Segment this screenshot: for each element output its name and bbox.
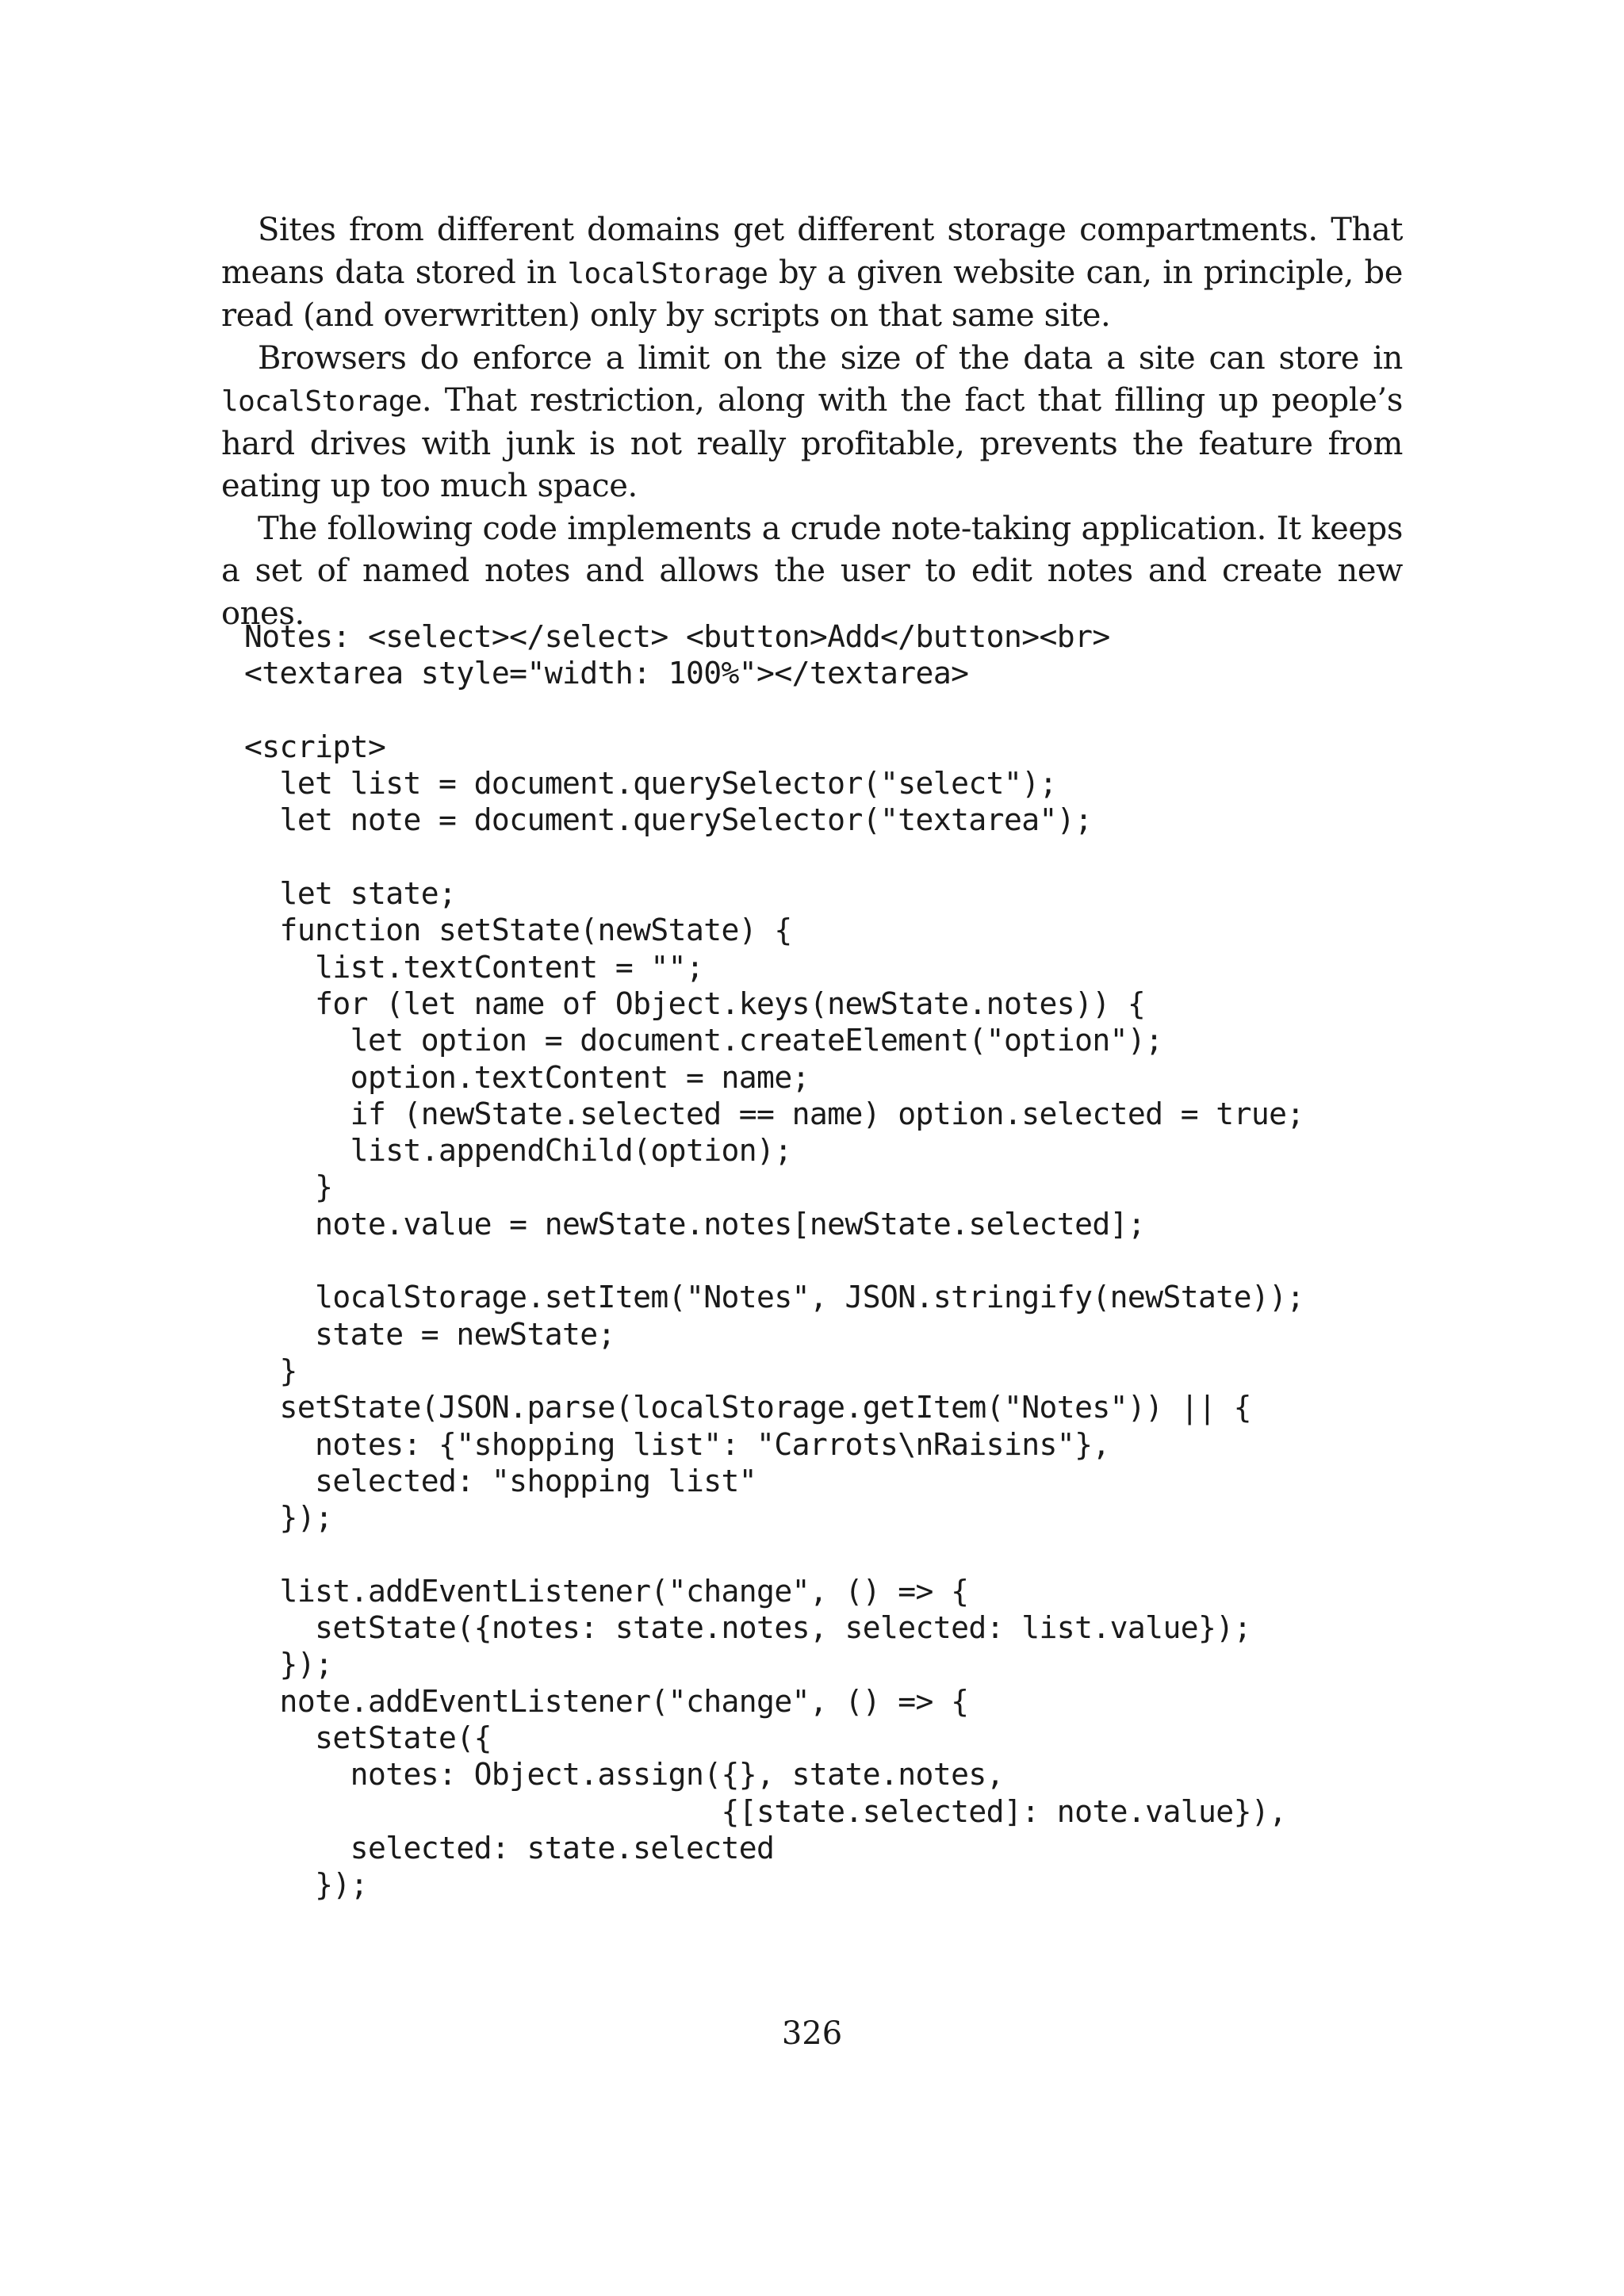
paragraph-storage-limit: Browsers do enforce a limit on the size of the data a site can store in localStorage. That restriction, along with the fact that filling up people’s hard drives with junk is not really profitable, prevents the feature from eating up too much space. (221, 339, 1403, 504)
body-text (221, 209, 1403, 635)
paragraph-note-app-intro: The following code implements a crude note-taking application. It keeps a set of named notes and allows the user to edit notes and create new ones. (221, 510, 1403, 632)
inline-code: localStorage (567, 257, 768, 290)
paragraph-storage-compartments: Sites from different domains get different storage compartments. That means data stored in localStorage by a given website can, in principle, be read (and overwritten) only by scripts on that same site. (221, 212, 1404, 334)
code-listing: Notes: <select></select> <button>Add</button><br> <textarea style="width: 100%"></textarea> <script> let list = document.querySelector("select"); let note = document.querySelector("textarea"); let state; function setState(newState) { list.textContent = ""; for (let name of Object.keys(newState.notes)) { let option = document.createElement("option"); option.textContent = name; if (newState.selected == name) option.selected = true; list.appendChild(option); } note.value = newState.notes[newState.selected]; localStorage.setItem("Notes", JSON.stringify(newState)); state = newState; } setState(JSON.parse(localStorage.getItem("Notes")) || { notes: {"shopping list": "Carrots\nRaisins"}, selected: "shopping list" }); list.addEventListener("change", () => { setState({notes: state.notes, selected: list.value}); }); note.addEventListener("change", () => { setState({ notes: Object.assign({}, state.notes, {[state.selected]: note.value}), selected: state.selected }); (244, 619, 1304, 1903)
page-number: 326 (781, 2015, 843, 2052)
inline-code: localStorage (221, 385, 422, 418)
